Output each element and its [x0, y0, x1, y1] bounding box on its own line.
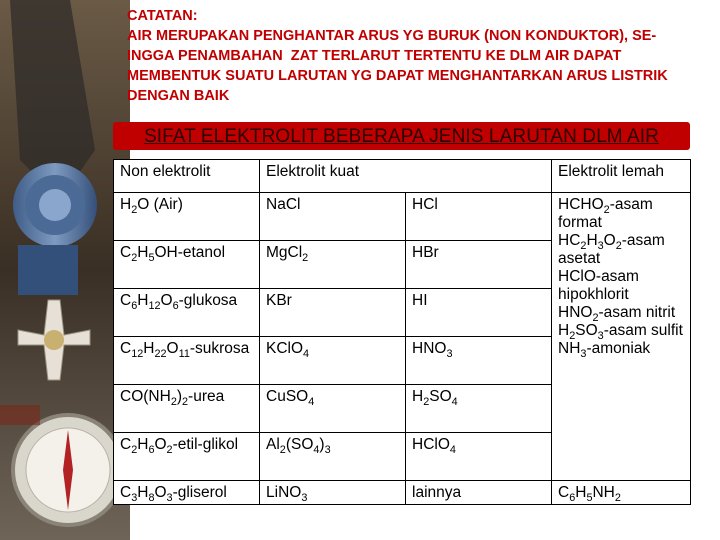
lemah-item: $H_2SO_3$-asam sulfit [558, 322, 683, 342]
cell-kuat-asam: HBr [406, 241, 552, 289]
cell-non-elektrolit: $C_6H_{12}O_6$-glukosa [114, 289, 260, 337]
cell-elektrolit-lemah [552, 193, 691, 481]
cell-kuat-asam: $H_2SO_4$ [406, 385, 552, 433]
cell-elektrolit-lemah: $C_6H_5NH_2$ [552, 481, 691, 505]
note-line: INGGA PENAMBAHAN ZAT TERLARUT TERTENTU KE DLM AIR DAPAT [127, 48, 622, 64]
note-line: CATATAN: [127, 8, 198, 24]
cell-kuat-asam: $HNO_3$ [406, 337, 552, 385]
cell-non-elektrolit: $C_2H_5OH$-etanol [114, 241, 260, 289]
cell-kuat-garam: $Al_2(SO_4)_3$ [260, 433, 406, 481]
lemah-item: $NH_3$-amoniak [558, 340, 651, 360]
note-line: MEMBENTUK SUATU LARUTAN YG DAPAT MENGHANTARKAN ARUS LISTRIK [127, 68, 668, 84]
cell-non-elektrolit: $CO(NH_2)_2$-urea [114, 385, 260, 433]
header-elektrolit-lemah: Elektrolit lemah [552, 160, 691, 193]
cell-non-elektrolit: $C_2H_6O_2-etil$-glikol [114, 433, 260, 481]
lemah-item: $HCHO_2$-asam format [558, 196, 653, 231]
medal-photo [0, 0, 130, 540]
cell-non-elektrolit: $C_{12}H_{22}O_{11}$-sukrosa [114, 337, 260, 385]
cell-kuat-garam: NaCl [260, 193, 406, 241]
cell-kuat-asam: HI [406, 289, 552, 337]
note-line: DENGAN BAIK [127, 88, 230, 104]
cell-non-elektrolit: $C_3H_8O_3$-gliserol [114, 481, 260, 505]
lemah-item: HClO-asam hipokhlorit [558, 268, 639, 303]
cell-kuat-garam: LiNO$_3$ [260, 481, 406, 505]
cell-non-elektrolit: $H_2O$ (Air) [114, 193, 260, 241]
cell-kuat-garam: MgCl$_2$ [260, 241, 406, 289]
electrolyte-table [113, 159, 691, 505]
table-row [114, 481, 691, 505]
page-title: SIFAT ELEKTROLIT BEBERAPA JENIS LARUTAN DLM AIR [143, 126, 660, 147]
cell-kuat-asam: lainnya [406, 481, 552, 505]
header-non-elektrolit: Non elektrolit [114, 160, 260, 193]
lemah-item: $HNO_2$-asam nitrit [558, 304, 676, 324]
cell-kuat-asam: HClO$_4$ [406, 433, 552, 481]
cell-kuat-garam: KClO$_4$ [260, 337, 406, 385]
header-elektrolit-kuat: Elektrolit kuat [260, 160, 552, 193]
note-line: AIR MERUPAKAN PENGHANTAR ARUS YG BURUK (NON KONDUKTOR), SE- [127, 28, 657, 44]
note-text [127, 6, 697, 106]
table-row [114, 193, 691, 241]
lemah-item: $HC_2H_3O_2$-asam asetat [558, 232, 665, 267]
cell-kuat-garam: KBr [260, 289, 406, 337]
cell-kuat-garam: CuSO$_4$ [260, 385, 406, 433]
title-banner [113, 122, 690, 150]
cell-kuat-asam: HCl [406, 193, 552, 241]
table-header-row [114, 160, 691, 193]
